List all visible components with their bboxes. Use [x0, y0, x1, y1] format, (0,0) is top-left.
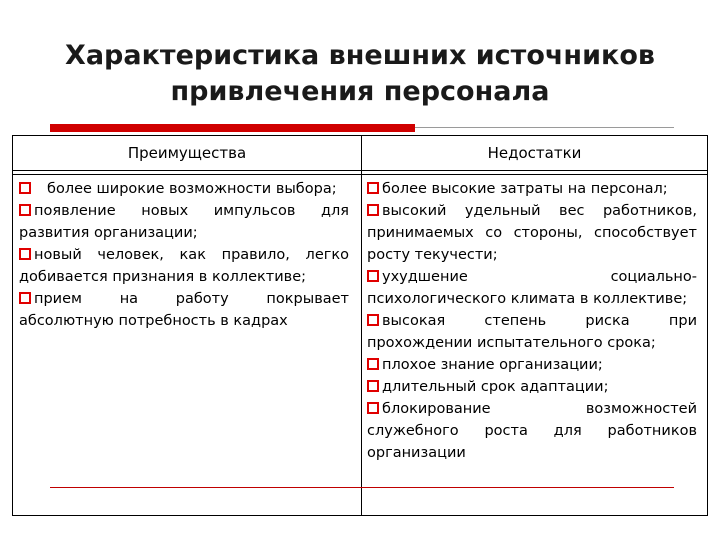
list-item: высокая степень риска при прохождении испытательного срока; [367, 313, 697, 351]
slide-title: Характеристика внешних источников привлечения персонала [65, 40, 655, 107]
bottom-accent-line [50, 487, 674, 488]
header-divider [13, 170, 707, 171]
list-item: длительный срок адаптации; [367, 376, 697, 398]
square-bullet-icon [367, 402, 379, 414]
square-bullet-icon [367, 380, 379, 392]
square-bullet-icon [367, 270, 379, 282]
square-bullet-icon [19, 182, 31, 194]
square-bullet-icon [367, 314, 379, 326]
square-bullet-icon [19, 248, 31, 260]
square-bullet-icon [19, 204, 31, 216]
accent-bar [50, 124, 415, 132]
square-bullet-icon [367, 204, 379, 216]
disadvantages-list [367, 178, 697, 464]
list-item: более широкие возможности выбора; [19, 178, 349, 200]
advantages-list [19, 178, 349, 332]
list-item: блокирование возможностей служебного роста для работников организации [367, 401, 697, 461]
comparison-table [12, 135, 708, 516]
square-bullet-icon [367, 182, 379, 194]
list-item: новый человек, как правило, легко добивается признания в коллективе; [19, 247, 349, 285]
list-item: прием на работу покрывает абсолютную потребность в кадрах [19, 291, 349, 329]
list-item: высокий удельный вес работников, принимаемых со стороны, способствует росту текучести; [367, 203, 697, 263]
column-divider [361, 136, 362, 515]
square-bullet-icon [367, 358, 379, 370]
list-item: плохое знание организации; [367, 354, 697, 376]
header-advantages: Преимущества [127, 144, 247, 162]
list-item: ухудшение социально-психологического климата в коллективе; [367, 269, 697, 307]
list-item: появление новых импульсов для развития организации; [19, 203, 349, 241]
header-divider-second [13, 174, 707, 175]
header-disadvantages: Недостатки [487, 144, 582, 162]
square-bullet-icon [19, 292, 31, 304]
list-item: более высокие затраты на персонал; [367, 178, 697, 200]
